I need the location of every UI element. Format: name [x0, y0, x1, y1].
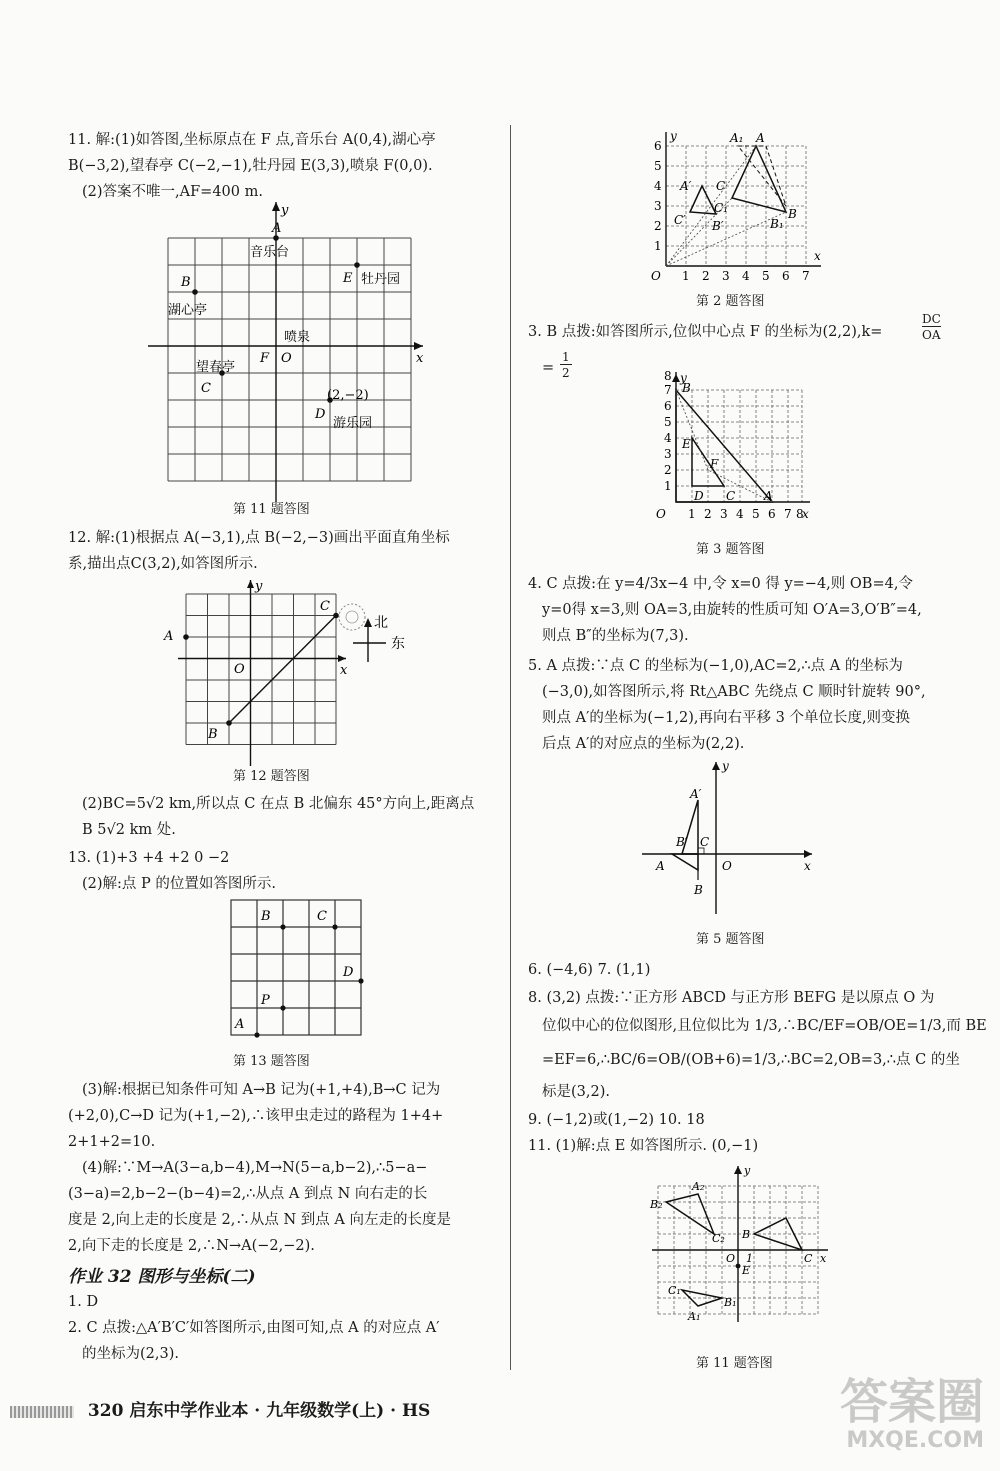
q13-line5: 2+1+2=10.: [68, 1134, 156, 1150]
q11-y-label: y: [281, 203, 289, 218]
q12-b-label: B: [208, 727, 218, 742]
fig11-b-label: B: [742, 1228, 751, 1241]
fig3-xtick: 8: [796, 507, 804, 521]
a3-half-num: 1: [562, 350, 570, 364]
fig11-b2-label: B₂: [650, 1198, 663, 1211]
fig3-origin-label: O: [656, 507, 666, 521]
a11-line1: 11. (1)解:点 E 如答图所示. (0,−1): [528, 1138, 759, 1154]
fig11-c2-label: C₂: [712, 1232, 725, 1245]
fig2-x-label: x: [814, 249, 821, 263]
q11-a-name: 音乐台: [250, 245, 290, 260]
fig5-y-label: y: [722, 759, 729, 773]
fig3-xtick: 5: [752, 507, 760, 521]
fig2-y-label: y: [670, 129, 677, 143]
q12-line4: B 5√2 km 处.: [82, 822, 176, 838]
fig3-ytick: 8: [664, 369, 672, 383]
fig2-xtick: 4: [742, 269, 750, 283]
q13-line3: (3)解:根据已知条件可知 A→B 记为(+1,+4),B→C 记为: [82, 1082, 441, 1098]
q11-line2: B(−3,2),望春亭 C(−2,−1),牡丹园 E(3,3),喷泉 F(0,0).: [68, 158, 433, 174]
q12-o-label: O: [234, 662, 245, 677]
fig3-ytick: 4: [664, 431, 672, 445]
q11-a-label: A: [272, 221, 282, 236]
fig3-b-label: B: [682, 381, 691, 395]
q11-d-name: 游乐园: [333, 416, 373, 431]
fig3-xtick: 3: [720, 507, 728, 521]
a8-line4: 标是(3,2).: [542, 1084, 610, 1100]
q11-origin-label: O: [281, 351, 292, 366]
fig3-y-label: y: [680, 371, 687, 385]
q12-line2: 系,描出点C(3,2),如答图所示.: [68, 556, 258, 572]
q11-point-e: [354, 262, 360, 268]
fig3-ytick: 3: [664, 447, 672, 461]
fig5-c-label: C: [700, 835, 710, 849]
fig5-b-prime-label: B′: [676, 835, 688, 849]
watermark-url: MXQE.COM: [846, 1428, 984, 1453]
fig5-a-label: A: [656, 859, 665, 873]
fig2-ytick: 2: [654, 219, 662, 233]
fig5-caption: 第 5 题答图: [696, 932, 765, 947]
q11-x-label: x: [416, 351, 424, 366]
fig3-x-label: x: [802, 507, 809, 521]
fig11-a1-label: A₁: [688, 1310, 701, 1323]
a4-line2: y=0得 x=3,则 OA=3,由旋转的性质可知 O′A=3,O′B″=4,: [542, 602, 922, 618]
q12-point-a: [183, 634, 189, 640]
q13-line8: 度是 2,向上走的长度是 2,∴从点 N 到点 A 向左走的长度是: [68, 1212, 451, 1228]
q12-point-b: [226, 720, 232, 726]
q13-d-label: D: [343, 965, 354, 980]
a8-line2: 位似中心的位似图形,且位似比为 1/3,∴BC/EF=OB/OE=1/3,而 BE: [542, 1018, 987, 1034]
a3-fraction-den: OA: [922, 328, 941, 342]
fig3-xtick: 7: [784, 507, 792, 521]
fig2-b-label: B: [788, 207, 797, 221]
fig5-b-label: B: [694, 883, 703, 897]
fig2-xtick: 6: [782, 269, 790, 283]
q11-f-label: F: [260, 351, 270, 366]
watermark-logo: 答案圈: [839, 1374, 984, 1430]
q13-line1: 13. (1)+3 +4 +2 0 −2: [68, 850, 230, 866]
q13-line7: (3−a)=2,b−2−(b−4)=2,∴从点 A 到点 N 向右走的长: [68, 1186, 428, 1202]
fig3-figure: [652, 368, 832, 533]
fig11-b1-label: B₁: [724, 1296, 737, 1309]
q13-point-d: [358, 978, 363, 983]
fig2-c-label: C: [716, 179, 726, 193]
fig2-caption: 第 2 题答图: [696, 294, 765, 309]
fig2-origin-label: O: [651, 269, 661, 283]
q13-b-label: B: [261, 909, 271, 924]
q11-fountain-label: 喷泉: [284, 330, 311, 345]
q12-x-label: x: [340, 663, 348, 678]
fig5-x-label: x: [804, 859, 811, 873]
q11-d-label: D: [315, 407, 326, 422]
fig3-a-label: A: [764, 489, 773, 503]
fig2-c1-label: C₁: [714, 201, 728, 215]
a3-half-den: 2: [562, 366, 570, 380]
q11-c-name: 望春亭: [196, 360, 236, 375]
fig11-c-label: C: [804, 1252, 813, 1265]
q13-point-b: [280, 924, 285, 929]
fig2-triangle-prime: [690, 186, 716, 214]
q13-a-label: A: [235, 1017, 245, 1032]
fig11-one-label: 1: [746, 1252, 753, 1265]
q11-e-label: E: [343, 271, 353, 286]
fig2-xtick: 1: [682, 269, 690, 283]
watermark: [840, 1376, 984, 1453]
a4-line3: 则点 B″的坐标为(7,3).: [542, 628, 689, 644]
fig3-xtick: 4: [736, 507, 744, 521]
hw32-answer-2-line1: 2. C 点拨:△A′B′C′如答图所示,由图可知,点 A 的对应点 A′: [68, 1320, 440, 1336]
q13-point-p: [280, 1005, 285, 1010]
fig11-figure: [648, 1162, 838, 1332]
a4-line1: 4. C 点拨:在 y=4/3x−4 中,令 x=0 得 y=−4,则 OB=4,令: [528, 576, 913, 592]
q12-east-label: 东: [391, 636, 405, 652]
north-arrow-icon: [364, 618, 372, 627]
hw32-answer-2-line2: 的坐标为(2,3).: [82, 1346, 179, 1362]
fig3-ytick: 7: [664, 383, 672, 397]
fig5-figure: [642, 758, 822, 918]
q13-caption: 第 13 题答图: [233, 1054, 310, 1069]
hw32-answer-1: 1. D: [68, 1294, 99, 1310]
a9-a10: 9. (−1,2)或(1,−2) 10. 18: [528, 1112, 705, 1128]
fig2-b-prime-label: B′: [712, 219, 724, 233]
q11-b-name: 湖心亭: [168, 303, 208, 318]
fig2-ytick: 3: [654, 199, 662, 213]
fig2-xtick: 2: [702, 269, 710, 283]
homework-32-heading: 作业 32 图形与坐标(二): [68, 1267, 256, 1287]
fig2-c-prime-label: C′: [674, 213, 686, 227]
fig3-caption: 第 3 题答图: [696, 542, 765, 557]
q11-point-a: [273, 235, 279, 241]
q12-north-label: 北: [374, 615, 388, 631]
q12-c-label: C: [320, 599, 330, 614]
q11-line1: 11. 解:(1)如答图,坐标原点在 F 点,音乐台 A(0,4),湖心亭: [68, 132, 436, 148]
fig11-o-label: O: [726, 1252, 736, 1265]
fig3-c-label: C: [726, 489, 736, 503]
fig11-c1-label: C₁: [668, 1284, 681, 1297]
q11-point-b: [192, 289, 198, 295]
q13-line2: (2)解:点 P 的位置如答图所示.: [82, 876, 277, 892]
fig2-ytick: 1: [654, 239, 662, 253]
fig3-ytick: 5: [664, 415, 672, 429]
fig2-xtick: 7: [802, 269, 810, 283]
q13-c-label: C: [317, 909, 327, 924]
q13-point-c: [332, 924, 337, 929]
fig3-e-label: E: [682, 437, 691, 451]
fig3-f-label: F: [710, 457, 719, 471]
fig2-a1-label: A₁: [730, 131, 744, 145]
a3-line2: =: [542, 360, 555, 376]
page-number: 320: [87, 1401, 124, 1421]
a8-line3: =EF=6,∴BC/6=OB/(OB+6)=1/3,∴BC=2,OB=3,∴点 C 的坐: [542, 1052, 960, 1068]
q11-caption: 第 11 题答图: [233, 502, 310, 517]
book-title: 启东中学作业本 · 九年级数学(上) · HS: [129, 1401, 431, 1421]
q11-b-label: B: [181, 275, 191, 290]
fig2-xtick: 3: [722, 269, 730, 283]
fig2-ytick: 6: [654, 139, 662, 153]
a5-line2: (−3,0),如答图所示,将 Rt△ABC 先绕点 C 顺时针旋转 90°,: [542, 684, 926, 700]
q12-line3: (2)BC=5√2 km,所以点 C 在点 B 北偏东 45°方向上,距离点: [82, 796, 475, 812]
q13-line4: (+2,0),C→D 记为(+1,−2),∴该甲虫走过的路程为 1+4+: [68, 1108, 444, 1124]
fig3-ytick: 6: [664, 399, 672, 413]
a3-line1: 3. B 点拨:如答图所示,位似中心点 F 的坐标为(2,2),k=: [528, 324, 883, 340]
fig2-b1-label: B₁: [770, 217, 784, 231]
q12-caption: 第 12 题答图: [233, 769, 310, 784]
q11-c-label: C: [201, 381, 211, 396]
fig11-e-label: E: [742, 1264, 751, 1277]
fig2-ytick: 4: [654, 179, 662, 193]
q12-point-c: [333, 613, 339, 619]
fig3-ytick: 1: [664, 479, 672, 493]
q13-line6: (4)解:∵M→A(3−a,b−4),M→N(5−a,b−2),∴5−a−: [82, 1160, 428, 1176]
q13-point-a: [254, 1032, 259, 1037]
q12-y-label: y: [255, 579, 263, 594]
fig2-ytick: 5: [654, 159, 662, 173]
q11-e-name: 牡丹园: [361, 272, 401, 287]
fig5-o-label: O: [722, 859, 732, 873]
q11-d-coord: (2,−2): [327, 388, 369, 403]
q12-stamp: [339, 604, 365, 630]
a5-line3: 则点 A′的坐标为(−1,2),再向右平移 3 个单位长度,则变换: [542, 710, 911, 726]
fig5-a-prime-label: A′: [690, 787, 702, 801]
a3-fraction-num: DC: [922, 312, 941, 326]
fig11-caption: 第 11 题答图: [696, 1356, 773, 1371]
q11-line3: (2)答案不唯一,AF=400 m.: [82, 184, 263, 200]
q13-p-label: P: [261, 993, 270, 1008]
q12-a-label: A: [164, 629, 174, 644]
fig2-a-prime-label: A′: [680, 179, 692, 193]
q11-figure: [148, 202, 428, 502]
q12-compass: [353, 615, 405, 662]
fig11-point-e: [736, 1264, 741, 1269]
page-footer: [10, 1396, 430, 1421]
fig11-x-label: x: [820, 1252, 827, 1265]
q12-segment-bc: [229, 616, 336, 724]
footer-stripe: [10, 1406, 74, 1418]
a6-a7: 6. (−4,6) 7. (1,1): [528, 962, 651, 978]
fig3-xtick: 2: [704, 507, 712, 521]
fig3-ytick: 2: [664, 463, 672, 477]
fig3-xtick: 6: [768, 507, 776, 521]
q12-figure: [164, 579, 438, 770]
fig5-triangle-abc: [672, 854, 698, 870]
fig2-a-label: A: [756, 131, 765, 145]
column-divider: [510, 125, 511, 1370]
fig2-xtick: 5: [762, 269, 770, 283]
fig3-d-label: D: [694, 489, 704, 503]
fig2-figure: [646, 128, 846, 288]
q13-line9: 2,向下走的长度是 2,∴N→A(−2,−2).: [68, 1238, 315, 1254]
a5-line1: 5. A 点拨:∵点 C 的坐标为(−1,0),AC=2,∴点 A 的坐标为: [528, 658, 903, 674]
q12-line1: 12. 解:(1)根据点 A(−3,1),点 B(−2,−3)画出平面直角坐标: [68, 530, 450, 546]
a8-line1: 8. (3,2) 点拨:∵正方形 ABCD 与正方形 BEFG 是以原点 O 为: [528, 990, 935, 1006]
fig11-a2-label: A₂: [692, 1180, 705, 1193]
fig11-y-label: y: [744, 1164, 751, 1177]
fig2-triangle-abc: [732, 146, 786, 212]
fig3-xtick: 1: [688, 507, 696, 521]
q13-figure: [231, 900, 371, 1040]
a5-line4: 后点 A′的对应点的坐标为(2,2).: [542, 736, 745, 752]
